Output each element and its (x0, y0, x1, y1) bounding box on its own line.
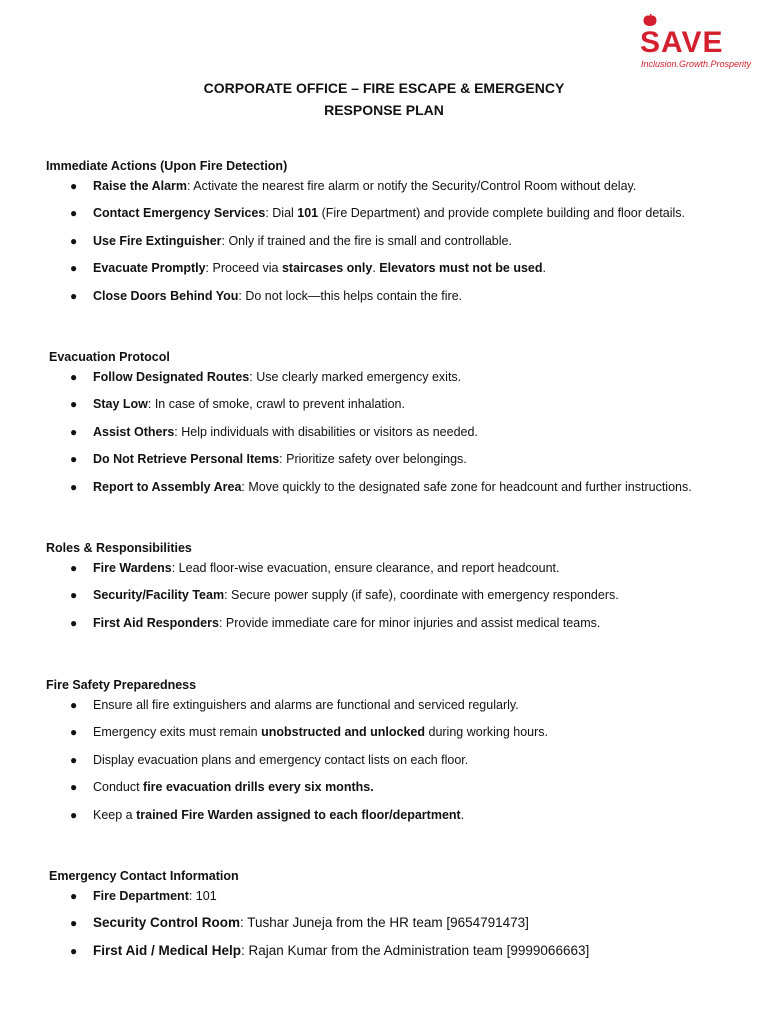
list-item: ● Emergency exits must remain unobstructed and unlocked during working hours. (70, 725, 548, 740)
bullet-icon: ● (70, 943, 78, 958)
list-item: ● Stay Low: In case of smoke, crawl to prevent inhalation. (70, 397, 405, 412)
list-item: ● Use Fire Extinguisher: Only if trained and the fire is small and controllable. (70, 233, 512, 248)
section-emergency-contacts (49, 866, 749, 970)
list-item: ● Ensure all fire extinguishers and alarms are functional and serviced regularly. (70, 698, 519, 712)
save-logo (636, 14, 754, 72)
list-item: ● Assist Others: Help individuals with disabilities or visitors as needed. (70, 424, 478, 439)
title-line-2: RESPONSE PLAN (324, 102, 444, 118)
bullet-icon: ● (70, 889, 78, 903)
list-item: ● Follow Designated Routes: Use clearly marked emergency exits. (70, 370, 462, 384)
list-item: ● Close Doors Behind You: Do not lock—this helps contain the fire. (70, 288, 463, 303)
list-item: ● Report to Assembly Area: Move quickly to the designated safe zone for headcount and further instructions. (70, 479, 692, 494)
list-item: ● Security Control Room: Tushar Juneja from the HR team [9654791473] (70, 915, 529, 931)
logo-wordmark: SAVE (640, 26, 724, 59)
bullet-icon: ● (70, 780, 78, 795)
section-heading: Roles & Responsibilities (46, 541, 192, 555)
preparedness-list (46, 697, 746, 834)
list-item: ● First Aid Responders: Provide immediate care for minor injuries and assist medical teams. (70, 615, 601, 630)
bullet-icon: ● (70, 397, 78, 412)
list-item: ● Keep a trained Fire Warden assigned to each floor/department. (70, 807, 465, 822)
bullet-icon: ● (70, 261, 78, 276)
bullet-icon: ● (70, 288, 78, 303)
list-item: ● Fire Department: 101 (70, 889, 217, 903)
section-heading: Immediate Actions (Upon Fire Detection) (46, 159, 288, 173)
section-fire-safety-preparedness (46, 675, 746, 834)
bullet-icon: ● (70, 370, 78, 384)
bullet-icon: ● (70, 725, 78, 740)
section-immediate-actions (46, 156, 746, 315)
section-roles-responsibilities (46, 538, 746, 642)
bullet-icon: ● (70, 233, 78, 248)
bullet-icon: ● (70, 916, 78, 931)
bullet-icon: ● (70, 424, 78, 439)
list-item: ● Raise the Alarm: Activate the nearest fire alarm or notify the Security/Control Room without delay. (70, 179, 637, 193)
section-evacuation-protocol (49, 347, 749, 506)
bullet-icon: ● (70, 588, 78, 603)
bullet-icon: ● (70, 206, 78, 221)
list-item: ● First Aid / Medical Help: Rajan Kumar from the Administration team [9999066663] (70, 942, 590, 958)
bullet-icon: ● (70, 452, 78, 467)
list-item: ● Security/Facility Team: Secure power supply (if safe), coordinate with emergency responders. (70, 588, 619, 603)
list-item: ● Do Not Retrieve Personal Items: Prioritize safety over belongings. (70, 452, 467, 467)
section-heading: Fire Safety Preparedness (46, 678, 197, 692)
immediate-actions-list (46, 178, 746, 315)
section-heading: Emergency Contact Information (49, 869, 239, 883)
bullet-icon: ● (70, 752, 78, 767)
evacuation-list (46, 369, 749, 506)
bullet-icon: ● (70, 698, 78, 712)
title-line-1: CORPORATE OFFICE – FIRE ESCAPE & EMERGENCY (203, 80, 565, 96)
bullet-icon: ● (70, 615, 78, 630)
bullet-icon: ● (70, 479, 78, 494)
section-heading: Evacuation Protocol (49, 350, 170, 364)
contacts-list (46, 888, 749, 970)
list-item: ● Contact Emergency Services: Dial 101 (Fire Department) and provide complete building and floor details. (70, 206, 685, 221)
document-title (0, 77, 768, 121)
logo-tagline: Inclusion.Growth.Prosperity (641, 59, 752, 69)
bullet-icon: ● (70, 179, 78, 193)
roles-list (46, 560, 746, 642)
list-item: ● Display evacuation plans and emergency contact lists on each floor. (70, 752, 469, 767)
list-item: ● Conduct fire evacuation drills every six months. (70, 780, 374, 795)
bullet-icon: ● (70, 561, 78, 575)
list-item: ● Evacuate Promptly: Proceed via staircases only. Elevators must not be used. (70, 261, 546, 276)
bullet-icon: ● (70, 807, 78, 822)
list-item: ● Fire Wardens: Lead floor-wise evacuation, ensure clearance, and report headcount. (70, 561, 560, 575)
